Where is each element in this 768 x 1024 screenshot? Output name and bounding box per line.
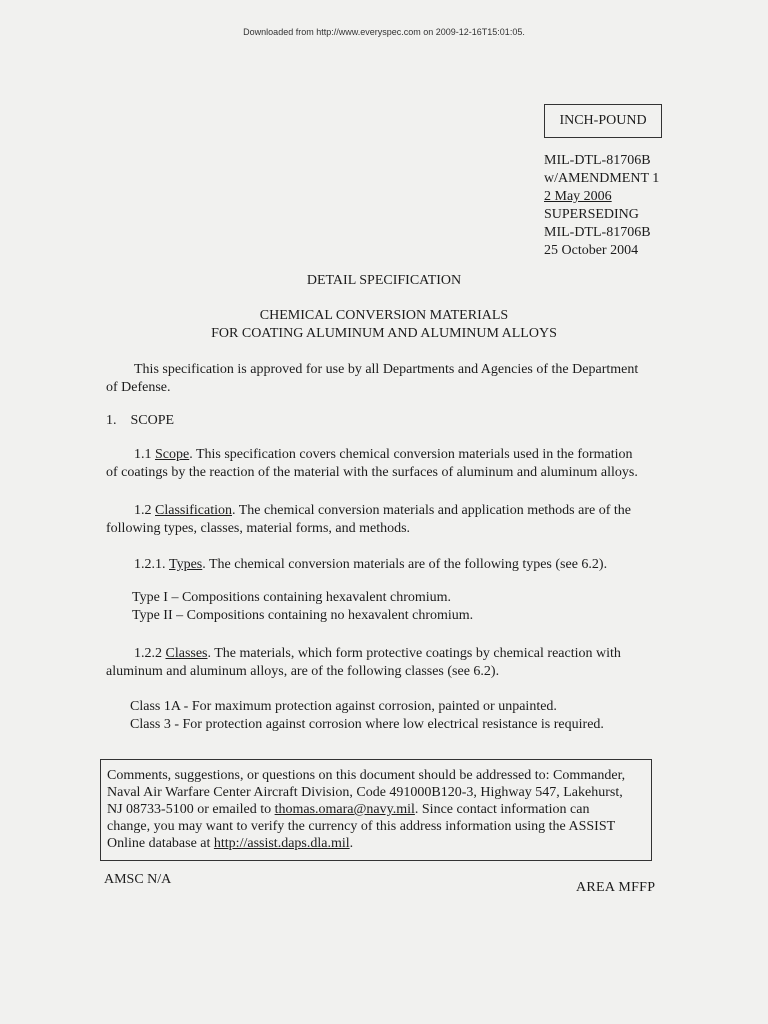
comments-line-2: Naval Air Warfare Center Aircraft Division, Code 491000B120-3, Highway 547, Lakehurst, bbox=[107, 785, 623, 800]
p11-line-1: . This specification covers chemical conversion materials used in the formation bbox=[189, 447, 633, 462]
p11-heading: Scope bbox=[155, 447, 190, 462]
types-list bbox=[132, 589, 684, 625]
title-line-2: FOR COATING ALUMINUM AND ALUMINUM ALLOYS bbox=[211, 326, 557, 341]
inch-pound-label: INCH-POUND bbox=[559, 113, 647, 128]
comments-line-3-pre: NJ 08733-5100 or emailed to bbox=[107, 802, 275, 817]
doc-date: 2 May 2006 bbox=[544, 189, 612, 204]
email-link[interactable]: thomas.omara@navy.mil bbox=[274, 802, 415, 817]
comments-line-1: Comments, suggestions, or questions on this document should be addressed to: Commander, bbox=[107, 768, 626, 783]
p11-number: 1.1 bbox=[134, 447, 152, 462]
p121-heading: Types bbox=[169, 557, 203, 572]
amsc-label: AMSC N/A bbox=[104, 872, 172, 887]
p121-number: 1.2.1. bbox=[134, 557, 166, 572]
doc-number: MIL-DTL-81706B bbox=[544, 153, 651, 168]
inch-pound-box bbox=[544, 104, 662, 138]
assist-url-link[interactable]: http://assist.daps.dla.mil bbox=[213, 836, 350, 851]
comments-line-3-post: . Since contact information can bbox=[414, 802, 590, 817]
p12-line-2: following types, classes, material forms, and methods. bbox=[106, 521, 411, 536]
p122-line-2: aluminum and aluminum alloys, are of the following classes (see 6.2). bbox=[106, 664, 500, 679]
p122-line-1: . The materials, which form protective coatings by chemical reaction with bbox=[207, 646, 621, 661]
p12-line-1: . The chemical conversion materials and application methods are of the bbox=[232, 503, 631, 518]
paragraph-1-1 bbox=[106, 446, 658, 482]
title-line-1: CHEMICAL CONVERSION MATERIALS bbox=[259, 308, 509, 323]
class-item: Class 1A - For maximum protection against corrosion, painted or unpainted. bbox=[130, 699, 557, 714]
p121-line-1: . The chemical conversion materials are of the following types (see 6.2). bbox=[202, 557, 608, 572]
p122-heading: Classes bbox=[165, 646, 208, 661]
section-1-number: 1. bbox=[106, 413, 117, 428]
superseded-date: 25 October 2004 bbox=[544, 243, 639, 258]
comments-line-5-pre: Online database at bbox=[107, 836, 214, 851]
superseding-label: SUPERSEDING bbox=[544, 207, 639, 222]
p12-number: 1.2 bbox=[134, 503, 152, 518]
comments-line-4: change, you may want to verify the currency of this address information using the ASSIST bbox=[107, 819, 616, 834]
classes-list bbox=[130, 698, 682, 734]
download-note: Downloaded from http://www.everyspec.com on 2009-12-16T15:01:05. bbox=[243, 27, 525, 37]
paragraph-1-2-2 bbox=[106, 645, 658, 681]
comments-line-5-post: . bbox=[349, 836, 354, 851]
area-label: AREA MFFP bbox=[576, 880, 656, 895]
p12-heading: Classification bbox=[155, 503, 232, 518]
doc-amendment: w/AMENDMENT 1 bbox=[544, 171, 660, 186]
approval-line-1: This specification is approved for use by all Departments and Agencies of the Department bbox=[134, 362, 639, 377]
p11-line-2: of coatings by the reaction of the material with the surfaces of aluminum and aluminum alloys. bbox=[106, 465, 638, 480]
document-identifier bbox=[544, 152, 659, 260]
approval-line-2: of Defense. bbox=[106, 380, 171, 395]
type-item: Type II – Compositions containing no hexavalent chromium. bbox=[132, 608, 474, 623]
section-1-title: SCOPE bbox=[130, 413, 175, 428]
class-item: Class 3 - For protection against corrosion where low electrical resistance is required. bbox=[130, 717, 604, 732]
paragraph-1-2 bbox=[106, 502, 658, 538]
paragraph-1-2-1 bbox=[106, 556, 658, 574]
p122-number: 1.2.2 bbox=[134, 646, 162, 661]
section-1-heading bbox=[106, 412, 658, 430]
approval-paragraph bbox=[106, 361, 658, 397]
superseded-number: MIL-DTL-81706B bbox=[544, 225, 651, 240]
spec-type: DETAIL SPECIFICATION bbox=[306, 273, 462, 288]
type-item: Type I – Compositions containing hexavalent chromium. bbox=[132, 590, 452, 605]
comments-box bbox=[100, 759, 652, 861]
